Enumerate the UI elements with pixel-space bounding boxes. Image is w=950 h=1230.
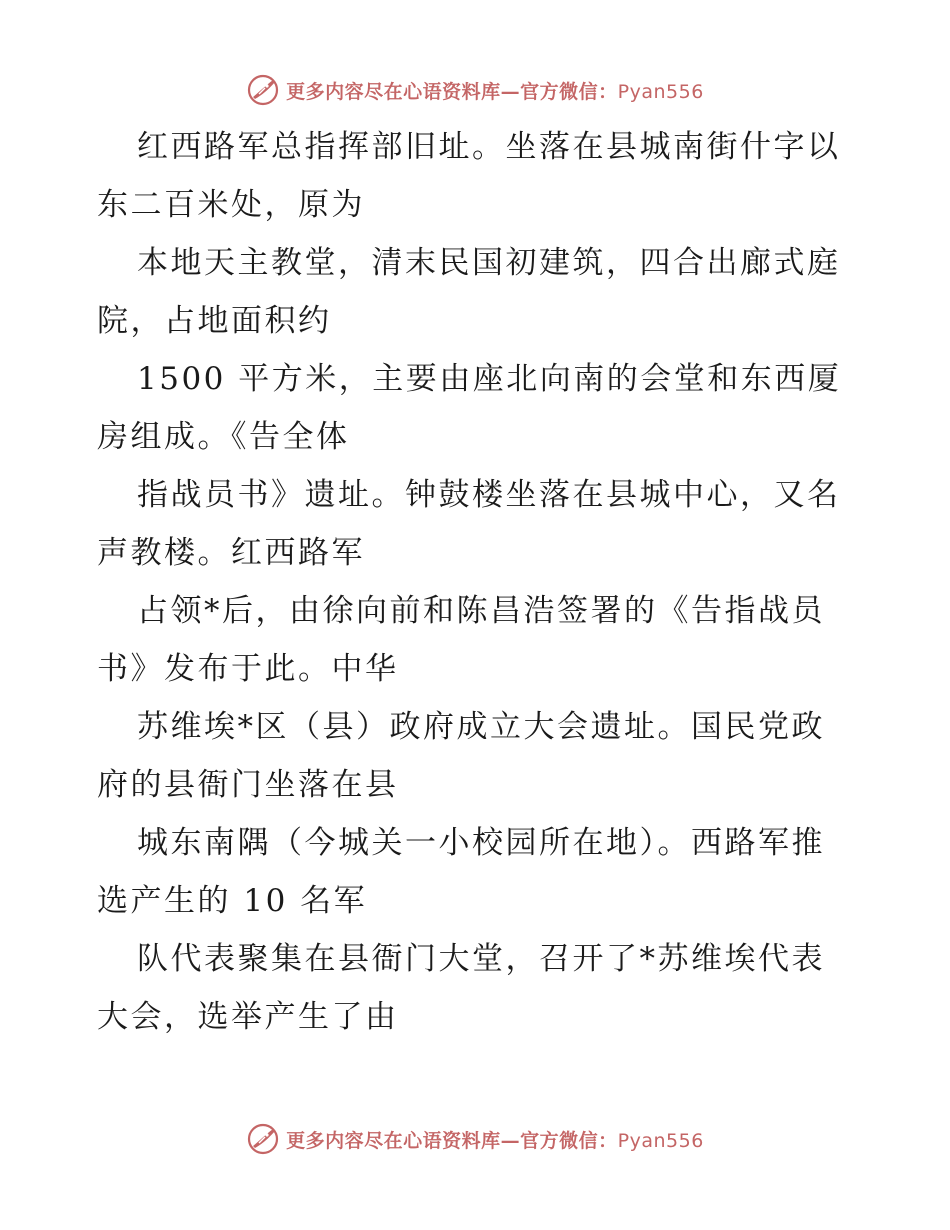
paragraph-line: 红西路军总指挥部旧址。坐落在县城南街什字以 — [137, 129, 841, 165]
paragraph — [97, 698, 857, 814]
paragraph — [97, 350, 857, 466]
pen-nib-logo-icon — [246, 1122, 280, 1156]
paragraph — [97, 466, 857, 582]
watermark-handle: Pyan556 — [617, 1129, 704, 1152]
paragraph-line: 队代表聚集在县衙门大堂，召开了*苏维埃代表 — [137, 941, 825, 977]
paragraph-line: 指战员书》遗址。钟鼓楼坐落在县城中心，又名 — [137, 477, 841, 513]
paragraph-line: 1500 平方米，主要由座北向南的会堂和东西厦 — [137, 361, 842, 397]
paragraph-line: 选产生的 10 名军 — [97, 883, 368, 919]
paragraph-line: 院，占地面积约 — [97, 303, 332, 339]
document-body — [97, 118, 857, 1046]
paragraph-line: 声教楼。红西路军 — [97, 535, 365, 571]
pen-nib-logo-icon — [246, 73, 280, 107]
paragraph-line: 府的县衙门坐落在县 — [97, 767, 399, 803]
paragraph-line: 大会，选举产生了由 — [97, 999, 399, 1035]
paragraph — [97, 930, 857, 1046]
watermark-text: 更多内容尽在心语资料库—官方微信：Pyan556 — [286, 1129, 704, 1152]
paragraph-line: 本地天主教堂，清末民国初建筑，四合出廊式庭 — [137, 245, 841, 281]
paragraph — [97, 118, 857, 234]
paragraph — [97, 814, 857, 930]
footer-watermark — [0, 1119, 950, 1159]
paragraph-line: 苏维埃*区（县）政府成立大会遗址。国民党政 — [137, 709, 825, 745]
paragraph-line: 房组成。《告全体 — [97, 419, 350, 455]
watermark-handle: Pyan556 — [617, 80, 704, 103]
paragraph — [97, 582, 857, 698]
paragraph-line: 城东南隅（今城关一小校园所在地）。西路军推 — [137, 825, 825, 861]
paragraph-line: 书》发布于此。中华 — [97, 651, 399, 687]
paragraph-line: 东二百米处，原为 — [97, 187, 365, 223]
paragraph-line: 占领*后，由徐向前和陈昌浩签署的《告指战员 — [137, 593, 825, 629]
header-watermark — [0, 70, 950, 110]
watermark-text: 更多内容尽在心语资料库—官方微信：Pyan556 — [286, 80, 704, 103]
paragraph — [97, 234, 857, 350]
